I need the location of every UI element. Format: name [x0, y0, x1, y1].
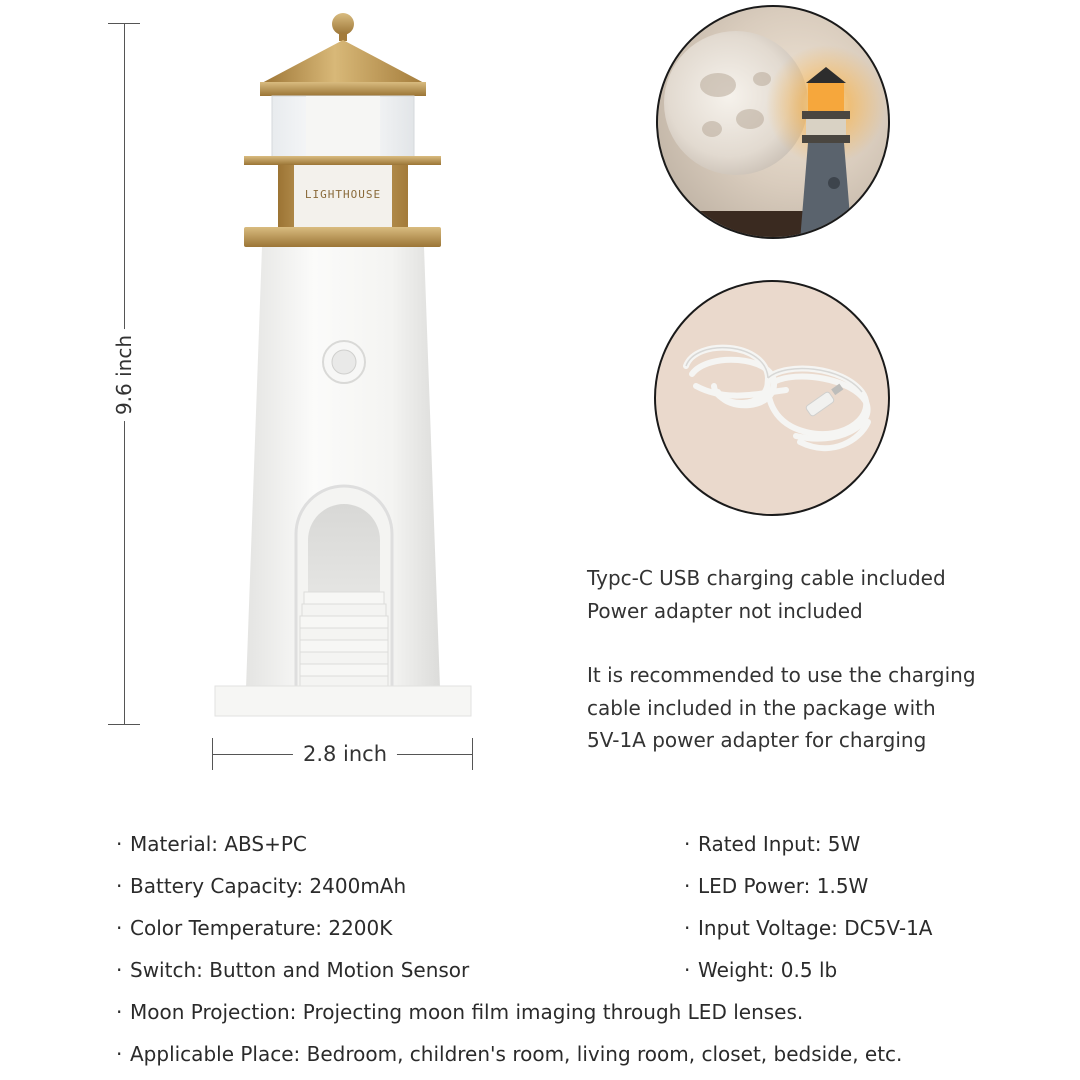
lighthouse-engraved-label: LIGHTHOUSE: [304, 188, 382, 201]
spec-bullet: ·: [116, 874, 123, 898]
info-adapter-not-included: Power adapter not included: [587, 598, 863, 623]
spec-moon-projection: · Moon Projection: Projecting moon film imaging through LED lenses.: [116, 1000, 804, 1024]
spec-bullet: ·: [116, 958, 123, 982]
spec-battery-capacity: · Battery Capacity: 2400mAh: [116, 874, 407, 898]
info-recommendation-1: It is recommended to use the charging: [587, 663, 976, 687]
spec-applicable-place: · Applicable Place: Bedroom, children's room, living room, closet, bedside, etc.: [116, 1042, 903, 1066]
info-cable-included: Typc-C USB charging cable included: [587, 566, 946, 590]
charging-info: [587, 562, 1027, 757]
spec-color-temperature: · Color Temperature: 2200K: [116, 916, 393, 940]
lighthouse-base: [215, 686, 471, 716]
spec-rated-input: · Rated Input: 5W: [684, 832, 861, 856]
usb-cable-icon: [656, 282, 890, 516]
spec-bullet: ·: [684, 832, 691, 856]
spec-bullet: ·: [684, 874, 691, 898]
spec-led-power: · LED Power: 1.5W: [684, 874, 869, 898]
spec-bullet: ·: [116, 1000, 123, 1024]
spec-input-voltage: · Input Voltage: DC5V-1A: [684, 916, 933, 940]
spec-bullet: ·: [116, 1042, 123, 1066]
spec-weight: · Weight: 0.5 lb: [684, 958, 838, 982]
door-stairs: [300, 592, 388, 688]
spec-bullet: ·: [684, 916, 691, 940]
spec-material: · Material: ABS+PC: [116, 832, 307, 856]
info-recommendation-2: cable included in the package with: [587, 695, 936, 720]
spec-bullet: ·: [116, 916, 123, 940]
usb-cable-photo: [654, 280, 890, 516]
info-recommendation-3: 5V-1A power adapter for charging: [587, 728, 927, 752]
moon-projection-photo: [656, 5, 890, 239]
height-dimension-label: 9.6 inch: [112, 329, 136, 421]
height-dimension-bottom-tick: [108, 724, 140, 725]
roof: [260, 40, 426, 84]
spec-bullet: ·: [116, 832, 123, 856]
moon-projection-scene: [658, 7, 890, 239]
width-dimension-label: 2.8 inch: [293, 742, 397, 766]
width-dimension-right-tick: [472, 738, 473, 770]
spec-bullet: ·: [684, 958, 691, 982]
spec-switch: · Switch: Button and Motion Sensor: [116, 958, 470, 982]
lighthouse-lamp-illustration: [200, 0, 490, 730]
finial-ball: [332, 13, 354, 35]
